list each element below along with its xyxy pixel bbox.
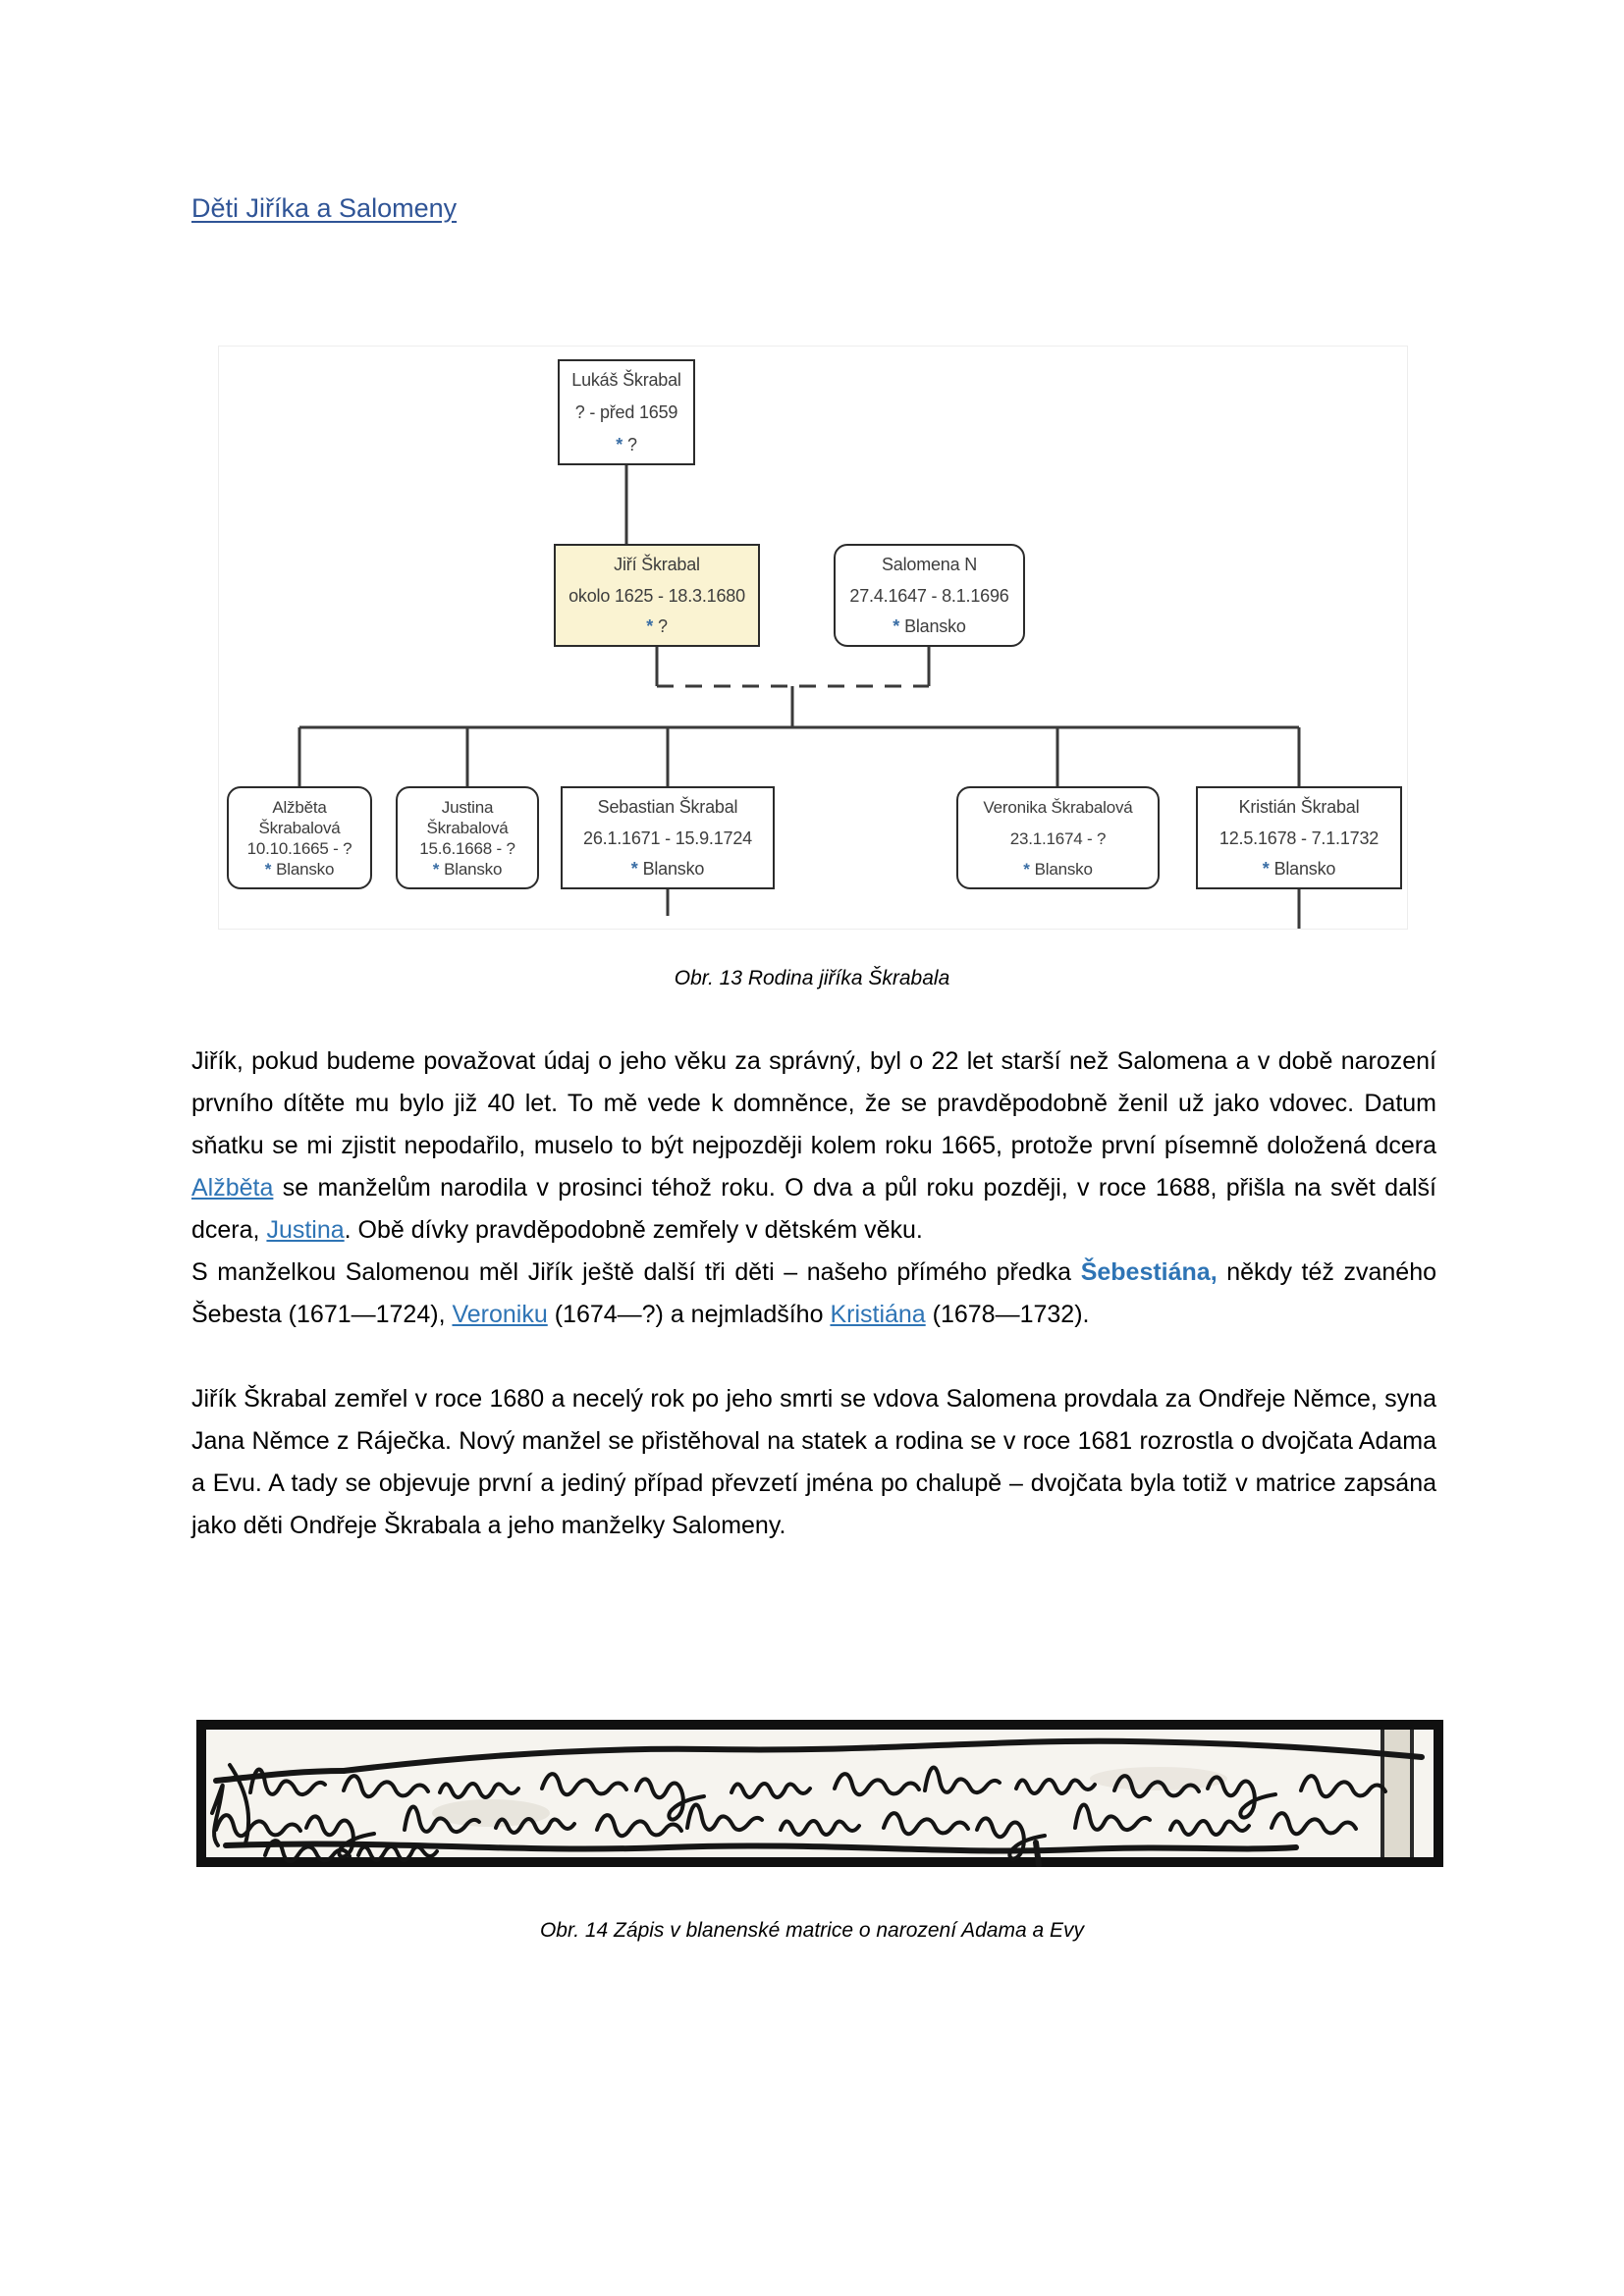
person-birthplace xyxy=(1200,859,1398,880)
manuscript-scan-figure xyxy=(196,1720,1443,1867)
birthplace-text: Blansko xyxy=(1034,860,1093,879)
link-kristian[interactable]: Kristiána xyxy=(830,1301,926,1328)
paragraph-text: . Obě dívky pravděpodobně zemřely v dětském věku. xyxy=(344,1216,923,1244)
figure-caption-13: Obr. 13 Rodina jiříka Škrabala xyxy=(674,967,950,989)
person-dates: okolo 1625 - 18.3.1680 xyxy=(568,585,745,606)
emphasis-sebestiana: Šebestiána, xyxy=(1080,1258,1218,1286)
person-birthplace xyxy=(838,616,1021,637)
birth-asterisk: * xyxy=(630,859,638,879)
tree-node-kristian xyxy=(1196,786,1402,889)
link-alzbeta[interactable]: Alžběta xyxy=(191,1174,274,1201)
link-veronika[interactable]: Veroniku xyxy=(452,1301,548,1328)
birthplace-text: ? xyxy=(627,435,637,454)
tree-node-justina xyxy=(396,786,539,889)
person-name: Jiří Škrabal xyxy=(614,555,700,574)
birthplace-text: Blansko xyxy=(276,860,335,879)
tree-node-lukas xyxy=(558,359,695,465)
birth-asterisk: * xyxy=(1023,860,1030,879)
person-dates: 26.1.1671 - 15.9.1724 xyxy=(583,828,752,848)
tree-node-sebastian xyxy=(561,786,775,889)
birthplace-text: Blansko xyxy=(642,859,705,879)
person-dates: 12.5.1678 - 7.1.1732 xyxy=(1218,828,1380,848)
person-name: Salomena N xyxy=(881,555,978,574)
handwriting-image xyxy=(196,1720,1443,1867)
paragraph-text: někdy též zvaného Šebesta (1671—1724), xyxy=(191,1258,1436,1328)
birth-asterisk: * xyxy=(616,435,623,454)
person-birthplace xyxy=(565,859,771,880)
birthplace-text: Blansko xyxy=(904,616,966,636)
body-paragraph-3 xyxy=(191,1378,1436,1547)
person-birthplace xyxy=(562,435,691,455)
birthplace-text: Blansko xyxy=(1273,859,1336,879)
person-name: Lukáš Škrabal xyxy=(571,370,681,390)
birth-asterisk: * xyxy=(1262,859,1270,879)
birth-asterisk: * xyxy=(264,860,272,879)
person-dates: 10.10.1665 - ? xyxy=(246,839,352,858)
body-text xyxy=(191,1041,1436,1547)
paragraph-text: S manželkou Salomenou měl Jiřík ještě další tři děti – našeho přímého předka xyxy=(191,1258,1081,1286)
link-justina[interactable]: Justina xyxy=(266,1216,345,1244)
tree-node-jiri xyxy=(554,544,760,647)
tree-node-alzbeta xyxy=(227,786,372,889)
family-tree-figure xyxy=(218,346,1408,930)
tree-node-salomena xyxy=(834,544,1025,647)
paragraph-text: Jiřík, pokud budeme považovat údaj o jeho věku za správný, byl o 22 let starší než Salomena a v době narození prvního dítěte mu bylo již 40 let. To mě vede k domněnce, že se pravděpodobně ženil už jako vdovec. Datum sňatku se mi zjistit nepodařilo, muselo to být nejpozději kolem roku 1665, protože první písemně doložená dcera xyxy=(191,1047,1436,1159)
figure-caption-14: Obr. 14 Zápis v blanenské matrice o narození Adama a Evy xyxy=(539,1919,1085,1942)
person-name: Kristián Škrabal xyxy=(1238,797,1360,817)
birth-asterisk: * xyxy=(646,616,653,636)
paragraph-text: (1674—?) a nejmladšího xyxy=(547,1301,831,1328)
person-dates: 15.6.1668 - ? xyxy=(419,839,515,858)
birth-asterisk: * xyxy=(893,616,900,636)
body-paragraph-2 xyxy=(191,1252,1436,1336)
person-dates: 23.1.1674 - ? xyxy=(1009,828,1107,848)
person-dates: 27.4.1647 - 8.1.1696 xyxy=(849,585,1009,606)
birthplace-text: ? xyxy=(658,616,668,636)
person-name: Sebastian Škrabal xyxy=(597,797,738,817)
tree-node-veronika xyxy=(956,786,1160,889)
paragraph-text: (1678—1732). xyxy=(925,1301,1090,1328)
person-dates: ? - před 1659 xyxy=(574,402,678,422)
body-paragraph-1 xyxy=(191,1041,1436,1252)
birth-asterisk: * xyxy=(432,860,440,879)
person-name: Justina Škrabalová xyxy=(426,798,509,837)
birthplace-text: Blansko xyxy=(444,860,503,879)
person-name: Alžběta Škrabalová xyxy=(258,798,341,837)
person-birthplace xyxy=(400,859,535,880)
document-heading-link[interactable]: Děti Jiříka a Salomeny xyxy=(191,193,458,223)
person-birthplace xyxy=(960,859,1156,880)
person-birthplace xyxy=(558,616,756,637)
paragraph-text: Jiřík Škrabal zemřel v roce 1680 a necelý rok po jeho smrti se vdova Salomena provdala za Ondřeje Němce, syna Jana Němce z Ráječka. Nový manžel se přistěhoval na statek a rodina se v roce 1681 rozrostla o dvojčata Adama a Evu. A tady se objevuje první a jediný případ převzetí jména po chalupě – dvojčata byla totiž v matrice zapsána jako děti Ondřeje Škrabala a jeho manželky Salomeny. xyxy=(191,1385,1436,1539)
paragraph-text: se manželům narodila v prosinci téhož roku. O dva a půl roku později, v roce 1688, přišla na svět další dcera, xyxy=(191,1174,1436,1244)
person-name: Veronika Škrabalová xyxy=(983,798,1133,817)
person-birthplace xyxy=(231,859,368,880)
